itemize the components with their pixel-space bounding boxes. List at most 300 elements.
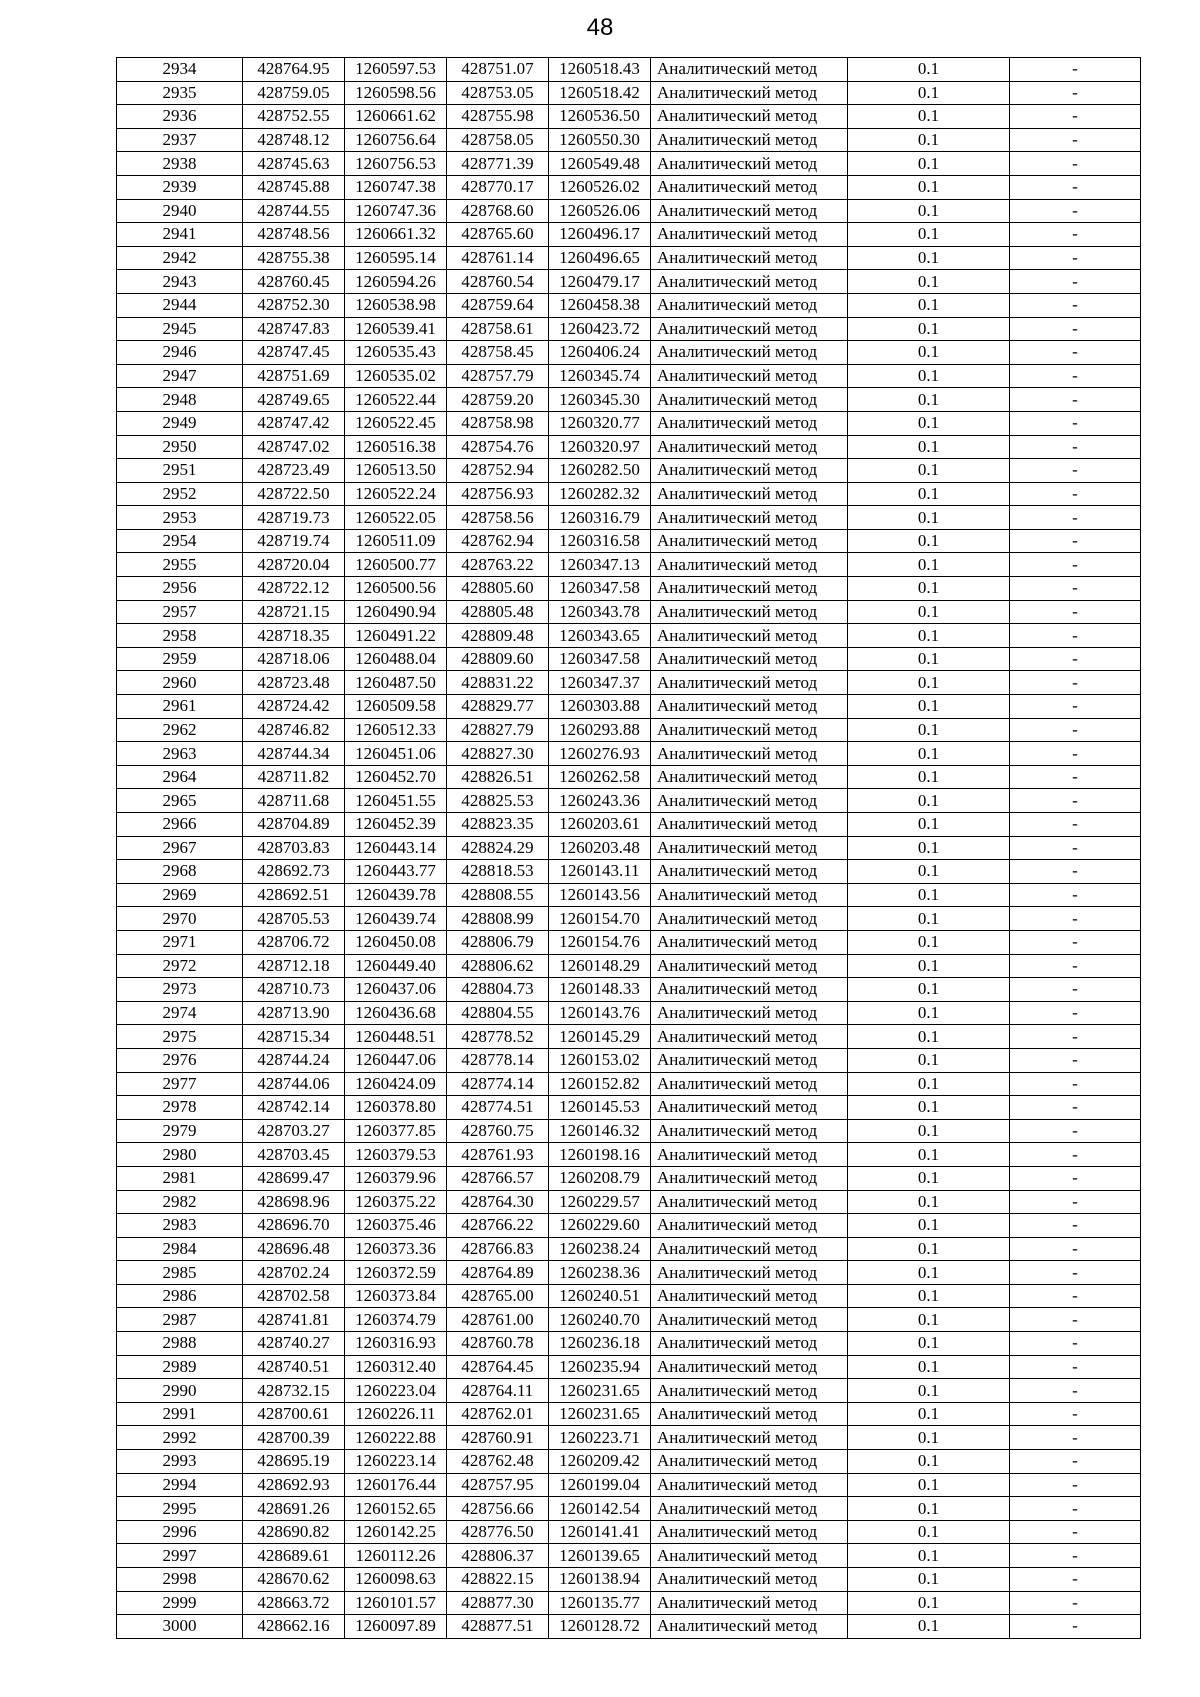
y1-cell: 1260316.93 [345,1332,447,1356]
table-row [117,246,1141,270]
x2-cell: 428764.11 [447,1379,549,1403]
y2-cell: 1260229.60 [549,1214,651,1238]
y2-cell: 1260316.79 [549,506,651,530]
y2-cell: 1260143.56 [549,883,651,907]
x1-cell: 428755.38 [243,246,345,270]
x1-cell: 428745.88 [243,175,345,199]
precision-cell: 0.1 [848,1355,1010,1379]
x2-cell: 428753.05 [447,81,549,105]
point-number-cell: 2977 [117,1072,243,1096]
y1-cell: 1260535.43 [345,341,447,365]
y1-cell: 1260226.11 [345,1402,447,1426]
x1-cell: 428700.39 [243,1426,345,1450]
x1-cell: 428703.83 [243,836,345,860]
x1-cell: 428692.93 [243,1473,345,1497]
table-row [117,1568,1141,1592]
x1-cell: 428718.35 [243,624,345,648]
point-number-cell: 2960 [117,671,243,695]
table-row [117,293,1141,317]
note-cell: - [1010,1379,1141,1403]
precision-cell: 0.1 [848,1568,1010,1592]
point-number-cell: 2972 [117,954,243,978]
method-cell: Аналитический метод [651,600,848,624]
y2-cell: 1260146.32 [549,1119,651,1143]
method-cell: Аналитический метод [651,1072,848,1096]
method-cell: Аналитический метод [651,813,848,837]
y1-cell: 1260535.02 [345,364,447,388]
method-cell: Аналитический метод [651,718,848,742]
y2-cell: 1260231.65 [549,1379,651,1403]
method-cell: Аналитический метод [651,624,848,648]
table-row [117,930,1141,954]
x2-cell: 428761.00 [447,1308,549,1332]
precision-cell: 0.1 [848,1072,1010,1096]
point-number-cell: 2961 [117,695,243,719]
y1-cell: 1260374.79 [345,1308,447,1332]
x2-cell: 428757.79 [447,364,549,388]
method-cell: Аналитический метод [651,553,848,577]
x1-cell: 428722.12 [243,577,345,601]
point-number-cell: 2984 [117,1237,243,1261]
y1-cell: 1260512.33 [345,718,447,742]
precision-cell: 0.1 [848,718,1010,742]
y2-cell: 1260148.29 [549,954,651,978]
y1-cell: 1260513.50 [345,459,447,483]
note-cell: - [1010,1332,1141,1356]
y1-cell: 1260372.59 [345,1261,447,1285]
table-row [117,860,1141,884]
x2-cell: 428805.60 [447,577,549,601]
method-cell: Аналитический метод [651,930,848,954]
x1-cell: 428719.74 [243,529,345,553]
note-cell: - [1010,860,1141,884]
method-cell: Аналитический метод [651,1568,848,1592]
y2-cell: 1260518.43 [549,58,651,82]
note-cell: - [1010,742,1141,766]
y2-cell: 1260262.58 [549,765,651,789]
x1-cell: 428670.62 [243,1568,345,1592]
x2-cell: 428763.22 [447,553,549,577]
y1-cell: 1260439.78 [345,883,447,907]
x1-cell: 428700.61 [243,1402,345,1426]
x2-cell: 428756.93 [447,482,549,506]
y2-cell: 1260235.94 [549,1355,651,1379]
precision-cell: 0.1 [848,1379,1010,1403]
table-row [117,1379,1141,1403]
method-cell: Аналитический метод [651,175,848,199]
y1-cell: 1260437.06 [345,978,447,1002]
method-cell: Аналитический метод [651,506,848,530]
note-cell: - [1010,1096,1141,1120]
y1-cell: 1260661.62 [345,105,447,129]
point-number-cell: 2966 [117,813,243,837]
table-row [117,742,1141,766]
y1-cell: 1260522.45 [345,411,447,435]
note-cell: - [1010,341,1141,365]
y2-cell: 1260154.70 [549,907,651,931]
x1-cell: 428744.55 [243,199,345,223]
x2-cell: 428877.51 [447,1615,549,1639]
x1-cell: 428747.42 [243,411,345,435]
y1-cell: 1260756.53 [345,152,447,176]
x2-cell: 428759.20 [447,388,549,412]
point-number-cell: 2937 [117,128,243,152]
point-number-cell: 2944 [117,293,243,317]
table-row [117,1190,1141,1214]
x1-cell: 428692.51 [243,883,345,907]
y2-cell: 1260209.42 [549,1450,651,1474]
method-cell: Аналитический метод [651,1473,848,1497]
x1-cell: 428712.18 [243,954,345,978]
page-number: 48 [586,14,614,41]
method-cell: Аналитический метод [651,1001,848,1025]
y2-cell: 1260536.50 [549,105,651,129]
table-row [117,1096,1141,1120]
x2-cell: 428760.54 [447,270,549,294]
y1-cell: 1260098.63 [345,1568,447,1592]
y2-cell: 1260526.06 [549,199,651,223]
note-cell: - [1010,529,1141,553]
method-cell: Аналитический метод [651,105,848,129]
y2-cell: 1260223.71 [549,1426,651,1450]
x2-cell: 428762.01 [447,1402,549,1426]
point-number-cell: 2946 [117,341,243,365]
y2-cell: 1260320.77 [549,411,651,435]
x1-cell: 428746.82 [243,718,345,742]
y1-cell: 1260152.65 [345,1497,447,1521]
note-cell: - [1010,695,1141,719]
x2-cell: 428758.45 [447,341,549,365]
y2-cell: 1260320.97 [549,435,651,459]
table-row [117,1332,1141,1356]
table-row [117,411,1141,435]
y1-cell: 1260450.08 [345,930,447,954]
point-number-cell: 2942 [117,246,243,270]
x2-cell: 428766.57 [447,1166,549,1190]
method-cell: Аналитический метод [651,1190,848,1214]
point-number-cell: 3000 [117,1615,243,1639]
precision-cell: 0.1 [848,435,1010,459]
y2-cell: 1260203.48 [549,836,651,860]
x1-cell: 428704.89 [243,813,345,837]
x2-cell: 428759.64 [447,293,549,317]
x2-cell: 428824.29 [447,836,549,860]
x1-cell: 428703.45 [243,1143,345,1167]
note-cell: - [1010,1308,1141,1332]
x1-cell: 428747.83 [243,317,345,341]
method-cell: Аналитический метод [651,1119,848,1143]
y1-cell: 1260436.68 [345,1001,447,1025]
point-number-cell: 2982 [117,1190,243,1214]
x2-cell: 428825.53 [447,789,549,813]
note-cell: - [1010,1615,1141,1639]
precision-cell: 0.1 [848,529,1010,553]
y2-cell: 1260143.11 [549,860,651,884]
table-row [117,459,1141,483]
method-cell: Аналитический метод [651,81,848,105]
precision-cell: 0.1 [848,1025,1010,1049]
y2-cell: 1260316.58 [549,529,651,553]
table-row [117,1355,1141,1379]
note-cell: - [1010,388,1141,412]
precision-cell: 0.1 [848,341,1010,365]
precision-cell: 0.1 [848,978,1010,1002]
x1-cell: 428752.30 [243,293,345,317]
x1-cell: 428744.06 [243,1072,345,1096]
note-cell: - [1010,105,1141,129]
point-number-cell: 2951 [117,459,243,483]
table-row [117,223,1141,247]
precision-cell: 0.1 [848,577,1010,601]
table-row [117,341,1141,365]
precision-cell: 0.1 [848,1190,1010,1214]
x1-cell: 428711.82 [243,765,345,789]
y2-cell: 1260303.88 [549,695,651,719]
method-cell: Аналитический метод [651,1520,848,1544]
note-cell: - [1010,152,1141,176]
precision-cell: 0.1 [848,836,1010,860]
point-number-cell: 2992 [117,1426,243,1450]
point-number-cell: 2963 [117,742,243,766]
point-number-cell: 2940 [117,199,243,223]
y1-cell: 1260424.09 [345,1072,447,1096]
note-cell: - [1010,81,1141,105]
point-number-cell: 2991 [117,1402,243,1426]
table-row [117,647,1141,671]
y1-cell: 1260222.88 [345,1426,447,1450]
method-cell: Аналитический метод [651,860,848,884]
y1-cell: 1260522.44 [345,388,447,412]
note-cell: - [1010,1261,1141,1285]
y1-cell: 1260439.74 [345,907,447,931]
y1-cell: 1260747.36 [345,199,447,223]
y2-cell: 1260139.65 [549,1544,651,1568]
y1-cell: 1260112.26 [345,1544,447,1568]
method-cell: Аналитический метод [651,647,848,671]
note-cell: - [1010,789,1141,813]
point-number-cell: 2981 [117,1166,243,1190]
method-cell: Аналитический метод [651,1402,848,1426]
note-cell: - [1010,1426,1141,1450]
x2-cell: 428823.35 [447,813,549,837]
x1-cell: 428744.34 [243,742,345,766]
y1-cell: 1260500.56 [345,577,447,601]
note-cell: - [1010,954,1141,978]
point-number-cell: 2956 [117,577,243,601]
method-cell: Аналитический метод [651,364,848,388]
y2-cell: 1260198.16 [549,1143,651,1167]
method-cell: Аналитический метод [651,388,848,412]
table-row [117,695,1141,719]
table-row [117,1591,1141,1615]
y2-cell: 1260148.33 [549,978,651,1002]
table-row [117,529,1141,553]
y1-cell: 1260379.53 [345,1143,447,1167]
y2-cell: 1260347.37 [549,671,651,695]
x2-cell: 428776.50 [447,1520,549,1544]
x1-cell: 428732.15 [243,1379,345,1403]
y1-cell: 1260176.44 [345,1473,447,1497]
x2-cell: 428762.48 [447,1450,549,1474]
method-cell: Аналитический метод [651,1450,848,1474]
x2-cell: 428806.37 [447,1544,549,1568]
method-cell: Аналитический метод [651,1497,848,1521]
note-cell: - [1010,765,1141,789]
table-body [117,58,1141,1639]
table-row [117,388,1141,412]
x1-cell: 428759.05 [243,81,345,105]
method-cell: Аналитический метод [651,789,848,813]
method-cell: Аналитический метод [651,1284,848,1308]
x1-cell: 428721.15 [243,600,345,624]
point-number-cell: 2968 [117,860,243,884]
y1-cell: 1260491.22 [345,624,447,648]
y2-cell: 1260496.65 [549,246,651,270]
table-row [117,600,1141,624]
precision-cell: 0.1 [848,128,1010,152]
point-number-cell: 2957 [117,600,243,624]
x1-cell: 428690.82 [243,1520,345,1544]
x2-cell: 428761.93 [447,1143,549,1167]
y1-cell: 1260756.64 [345,128,447,152]
y2-cell: 1260238.24 [549,1237,651,1261]
x1-cell: 428663.72 [243,1591,345,1615]
method-cell: Аналитический метод [651,1615,848,1639]
point-number-cell: 2962 [117,718,243,742]
method-cell: Аналитический метод [651,128,848,152]
method-cell: Аналитический метод [651,411,848,435]
method-cell: Аналитический метод [651,1237,848,1261]
precision-cell: 0.1 [848,1096,1010,1120]
y2-cell: 1260347.58 [549,647,651,671]
method-cell: Аналитический метод [651,1025,848,1049]
x1-cell: 428742.14 [243,1096,345,1120]
note-cell: - [1010,1143,1141,1167]
point-number-cell: 2945 [117,317,243,341]
precision-cell: 0.1 [848,813,1010,837]
precision-cell: 0.1 [848,1544,1010,1568]
x2-cell: 428808.99 [447,907,549,931]
note-cell: - [1010,1119,1141,1143]
y2-cell: 1260345.74 [549,364,651,388]
note-cell: - [1010,270,1141,294]
y2-cell: 1260229.57 [549,1190,651,1214]
y1-cell: 1260377.85 [345,1119,447,1143]
y1-cell: 1260522.05 [345,506,447,530]
note-cell: - [1010,1190,1141,1214]
method-cell: Аналитический метод [651,1544,848,1568]
y2-cell: 1260238.36 [549,1261,651,1285]
note-cell: - [1010,223,1141,247]
note-cell: - [1010,128,1141,152]
table-row [117,1143,1141,1167]
note-cell: - [1010,1001,1141,1025]
x2-cell: 428806.79 [447,930,549,954]
table-row [117,175,1141,199]
y1-cell: 1260490.94 [345,600,447,624]
x2-cell: 428758.56 [447,506,549,530]
note-cell: - [1010,647,1141,671]
x2-cell: 428764.30 [447,1190,549,1214]
note-cell: - [1010,1497,1141,1521]
x2-cell: 428778.14 [447,1048,549,1072]
method-cell: Аналитический метод [651,907,848,931]
note-cell: - [1010,718,1141,742]
note-cell: - [1010,1568,1141,1592]
note-cell: - [1010,624,1141,648]
precision-cell: 0.1 [848,860,1010,884]
method-cell: Аналитический метод [651,529,848,553]
note-cell: - [1010,813,1141,837]
note-cell: - [1010,577,1141,601]
note-cell: - [1010,1473,1141,1497]
point-number-cell: 2995 [117,1497,243,1521]
point-number-cell: 2947 [117,364,243,388]
y2-cell: 1260518.42 [549,81,651,105]
point-number-cell: 2975 [117,1025,243,1049]
x2-cell: 428806.62 [447,954,549,978]
x2-cell: 428770.17 [447,175,549,199]
table-row [117,435,1141,459]
table-row [117,482,1141,506]
x1-cell: 428696.48 [243,1237,345,1261]
x2-cell: 428760.91 [447,1426,549,1450]
y2-cell: 1260142.54 [549,1497,651,1521]
method-cell: Аналитический метод [651,742,848,766]
method-cell: Аналитический метод [651,1426,848,1450]
y2-cell: 1260282.32 [549,482,651,506]
y1-cell: 1260538.98 [345,293,447,317]
point-number-cell: 2950 [117,435,243,459]
precision-cell: 0.1 [848,695,1010,719]
y1-cell: 1260452.70 [345,765,447,789]
y1-cell: 1260509.58 [345,695,447,719]
x1-cell: 428698.96 [243,1190,345,1214]
precision-cell: 0.1 [848,1143,1010,1167]
y2-cell: 1260231.65 [549,1402,651,1426]
y1-cell: 1260223.14 [345,1450,447,1474]
table-row [117,789,1141,813]
y2-cell: 1260347.58 [549,577,651,601]
x1-cell: 428723.49 [243,459,345,483]
table-row [117,1072,1141,1096]
precision-cell: 0.1 [848,1473,1010,1497]
method-cell: Аналитический метод [651,765,848,789]
note-cell: - [1010,600,1141,624]
x1-cell: 428689.61 [243,1544,345,1568]
y2-cell: 1260549.48 [549,152,651,176]
precision-cell: 0.1 [848,223,1010,247]
y2-cell: 1260458.38 [549,293,651,317]
point-number-cell: 2953 [117,506,243,530]
note-cell: - [1010,1355,1141,1379]
note-cell: - [1010,506,1141,530]
method-cell: Аналитический метод [651,1591,848,1615]
y1-cell: 1260448.51 [345,1025,447,1049]
x1-cell: 428703.27 [243,1119,345,1143]
y2-cell: 1260240.51 [549,1284,651,1308]
y2-cell: 1260345.30 [549,388,651,412]
table-row [117,1166,1141,1190]
x1-cell: 428713.90 [243,1001,345,1025]
table-row [117,813,1141,837]
table-row [117,364,1141,388]
y1-cell: 1260223.04 [345,1379,447,1403]
x2-cell: 428758.61 [447,317,549,341]
method-cell: Аналитический метод [651,1166,848,1190]
precision-cell: 0.1 [848,1615,1010,1639]
point-number-cell: 2989 [117,1355,243,1379]
